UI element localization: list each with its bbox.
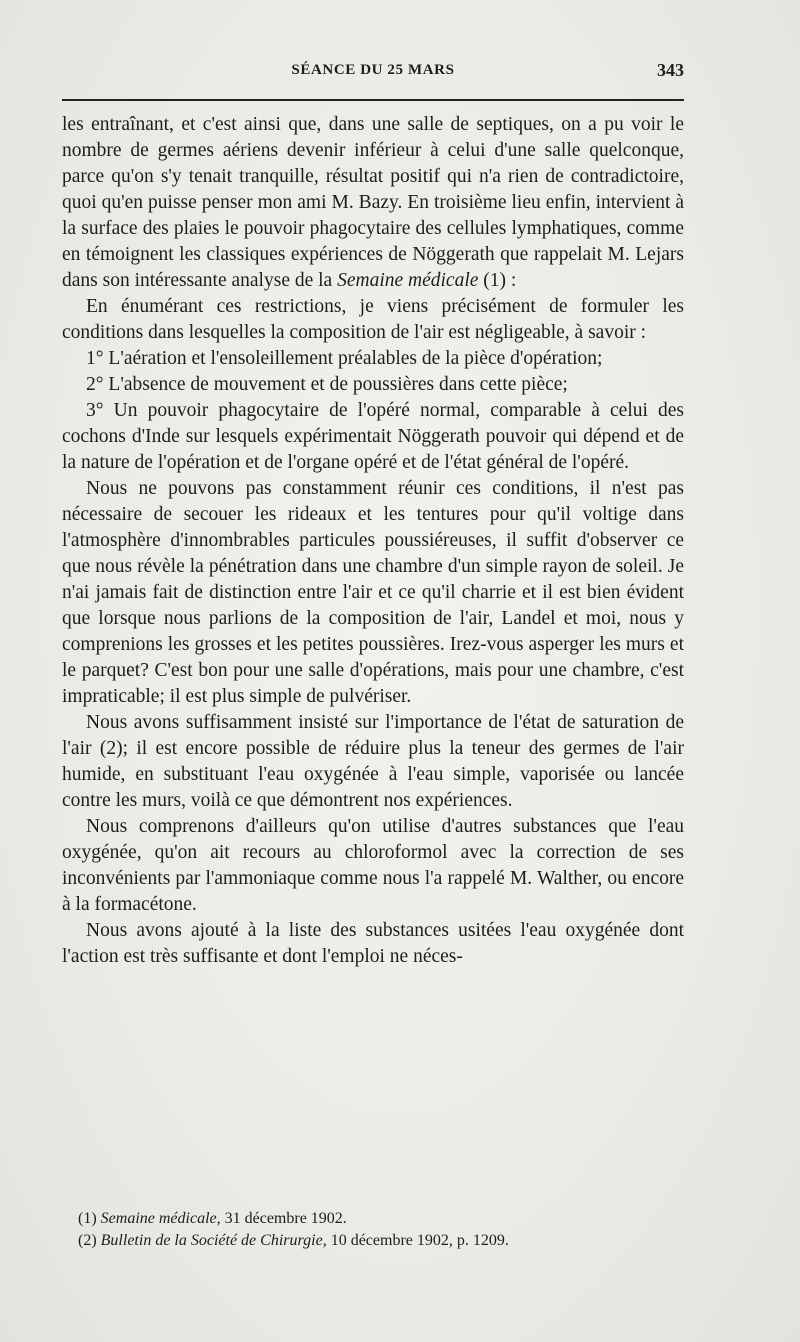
page-number: 343 <box>657 60 684 80</box>
footnote-2-mark: (2) <box>78 1232 101 1249</box>
footnote-ref-1: (1) : <box>478 270 517 291</box>
body-text <box>62 112 684 970</box>
header-rule <box>62 99 684 101</box>
journal-title: Semaine médicale <box>337 270 479 291</box>
footnote-2-detail: , 10 décembre 1902, p. 1209. <box>322 1232 509 1249</box>
footnote-1-detail: , 31 décembre 1902. <box>216 1210 347 1227</box>
footnote-1-mark: (1) <box>78 1210 101 1227</box>
paragraph-1-text: les entraînant, et c'est ainsi que, dans une salle de septiques, on a pu voir le nombre de germes aériens devenir inférieur à celui d'une salle quelconque, parce qu'on s'y tenait tranquille, résultat positif qui n'a rien de contradictoire, quoi qu'en puisse penser mon ami M. Bazy. En troisième lieu enfin, intervient à la surface des plaies le pouvoir phagocytaire des cellules lymphatiques, comme en témoignent les classiques expériences de Nöggerath que rappelait M. Lejars dans son intéressante analyse de la <box>62 114 684 291</box>
paragraph-1 <box>62 112 684 294</box>
paragraph-6: Nous ne pouvons pas constamment réunir ces conditions, il n'est pas nécessaire de secouer les rideaux et les tentures pour qu'il voltige dans l'atmosphère d'innombrables particules poussiéreuses, il suffit d'observer ce que nous révèle la pénétration dans une chambre d'un simple rayon de soleil. Je n'ai jamais fait de distinction entre l'air et ce qu'il charrie et il est bien évident que lorsque nous parlions de la composition de l'air, Landel et moi, nous y comprenions les grosses et les petites poussières. Irez-vous asperger les murs et le parquet? C'est bon pour une salle d'opérations, mais pour une chambre, c'est impraticable; il est plus simple de pulvériser. <box>62 478 684 707</box>
paragraph-8: Nous comprenons d'ailleurs qu'on utilise d'autres substances que l'eau oxygénée, qu'on ait recours au chloroformol avec la correction de ses inconvénients par l'ammoniaque comme nous l'a rappelé M. Walther, ou encore à la formacétone. <box>62 816 684 915</box>
paragraph-2: En énumérant ces restrictions, je viens précisément de formuler les conditions dans lesquelles la composition de l'air est négligeable, à savoir : <box>62 296 684 343</box>
paragraph-4: 2° L'absence de mouvement et de poussières dans cette pièce; <box>86 374 568 395</box>
running-head: SÉANCE DU 25 MARS <box>291 62 455 78</box>
paragraph-9: Nous avons ajouté à la liste des substances usitées l'eau oxygénée dont l'action est très suffisante et dont l'emploi ne néces- <box>62 920 684 967</box>
paragraph-7: Nous avons suffisamment insisté sur l'importance de l'état de saturation de l'air (2); il est encore possible de réduire plus la teneur des germes de l'air humide, en substituant l'eau oxygénée à l'eau simple, vaporisée ou lancée contre les murs, voilà ce que démontrent nos expériences. <box>62 712 684 811</box>
footnote-2-title: Bulletin de la Société de Chirurgie <box>100 1232 323 1249</box>
footnote-1-title: Semaine médicale <box>100 1210 217 1227</box>
footnote-2 <box>78 1230 684 1252</box>
page-header <box>62 60 684 88</box>
paragraph-3: 1° L'aération et l'ensoleillement préalables de la pièce d'opération; <box>86 348 603 369</box>
paragraph-5: 3° Un pouvoir phagocytaire de l'opéré normal, comparable à celui des cochons d'Inde sur lesquels expérimentait Nöggerath pouvoir qui dépend et de la nature de l'opération et de l'organe opéré et de l'état général de l'opéré. <box>62 400 684 473</box>
footnotes <box>78 1208 684 1252</box>
footnote-1 <box>78 1208 684 1230</box>
